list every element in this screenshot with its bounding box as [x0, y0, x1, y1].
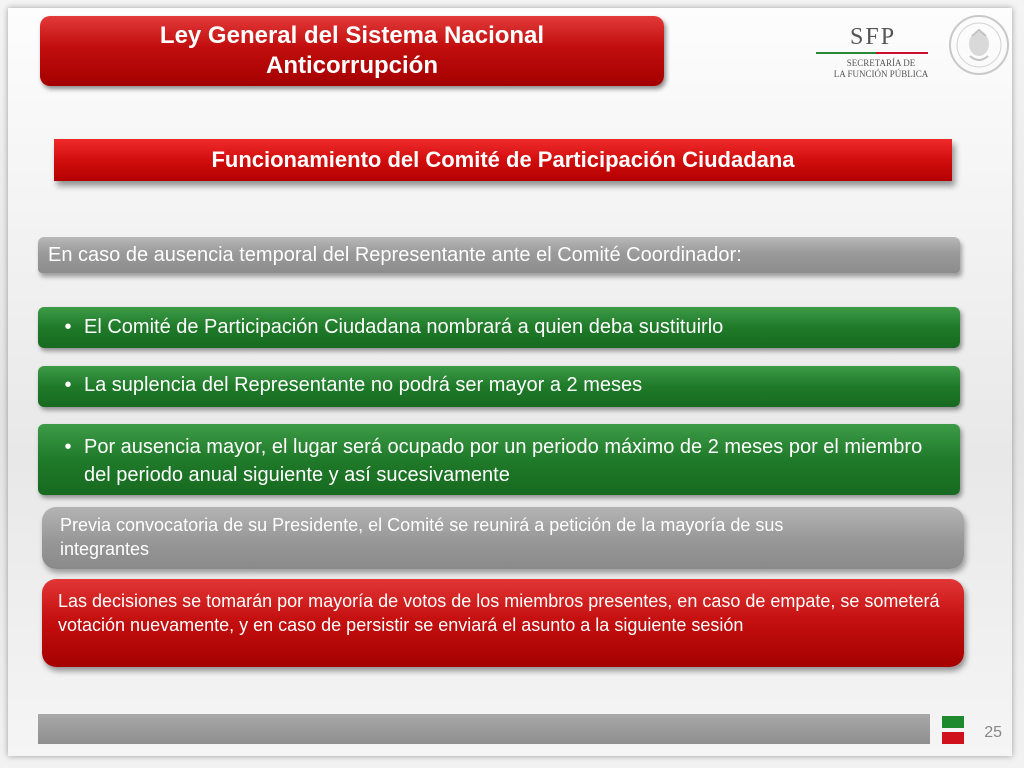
bullet-marker: •	[64, 316, 72, 338]
slide-title	[40, 16, 664, 86]
flag-green-block	[942, 716, 964, 728]
sfp-subtitle	[826, 58, 936, 80]
bullet-text-2: La suplencia del Representante no podrá ser mayor a 2 meses	[84, 374, 643, 396]
bullet-box-2	[38, 366, 960, 407]
meeting-box: Previa convocatoria de su Presidente, el Comité se reunirá a petición de la mayoría de sus integrantes	[42, 507, 964, 569]
flag-red-block	[942, 732, 964, 744]
slide-title-line-2: Anticorrupción	[266, 52, 438, 79]
bullet-box-1	[38, 307, 960, 348]
sfp-abbr: SFP	[850, 24, 897, 50]
slide-title-line-1: Ley General del Sistema Nacional	[159, 22, 545, 49]
bullet-marker: •	[64, 374, 72, 396]
bullet-text-1: El Comité de Participación Ciudadana nombrará a quien deba sustituirlo	[84, 316, 724, 338]
bullet-text-3: Por ausencia mayor, el lugar será ocupado por un periodo máximo de 2 meses por el miembro del periodo anual siguiente y así sucesivamente	[84, 436, 923, 486]
logo-red-line	[876, 52, 928, 54]
bullet-box-3	[38, 424, 960, 495]
mexican-coat-of-arms-icon	[948, 14, 1010, 76]
sfp-logo	[812, 14, 1012, 86]
decisions-box: Las decisiones se tomarán por mayoría de votos de los miembros presentes, en caso de empate, se someterá votación nuevamente, y en caso de persistir se enviará el asunto a la siguiente sesión	[42, 579, 964, 667]
footer-bar	[38, 714, 930, 744]
sfp-subtitle-line-1: SECRETARÍA DE	[846, 58, 916, 68]
sfp-subtitle-line-2: LA FUNCIÓN PÚBLICA	[833, 69, 929, 79]
intro-bar: En caso de ausencia temporal del Representante ante el Comité Coordinador:	[38, 237, 960, 273]
page-number: 25	[984, 724, 1002, 741]
section-banner: Funcionamiento del Comité de Participación Ciudadana	[54, 139, 952, 181]
bullet-marker: •	[64, 436, 72, 458]
logo-green-line	[816, 52, 876, 54]
